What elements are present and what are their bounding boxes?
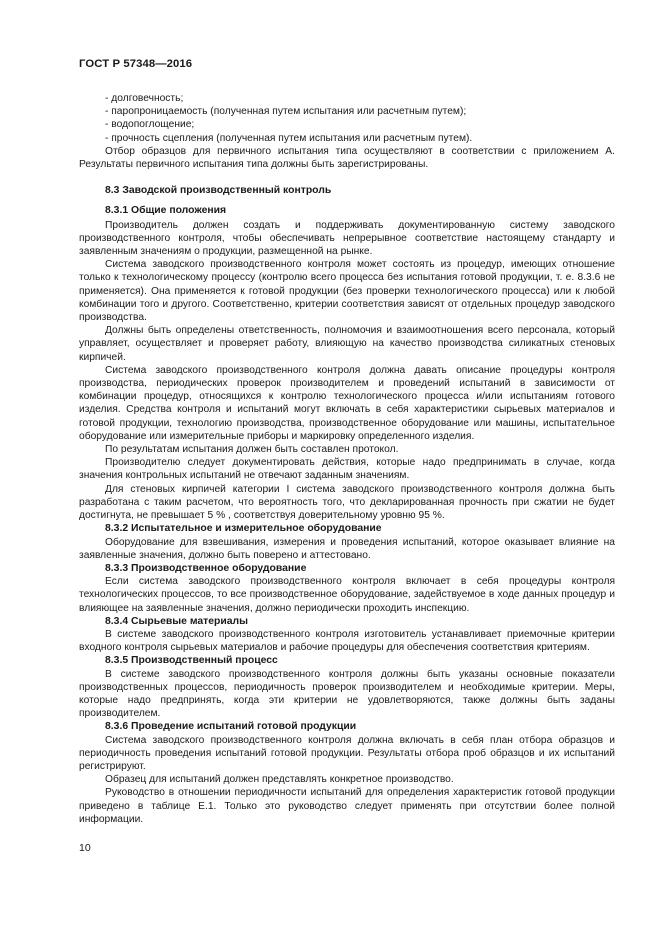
paragraph: Образец для испытаний должен представлять конкретное производство. [105, 774, 454, 786]
page-content [79, 92, 615, 826]
list-item: - долговечность; [105, 93, 184, 104]
subsection-heading-8-3-4: 8.3.4 Сырьевые материалы [105, 615, 248, 627]
list-item: - водопоглощение; [105, 119, 195, 131]
section-heading-8-3: 8.3 Заводской производственный контроль [105, 185, 332, 197]
subsection-heading-8-3-6: 8.3.6 Проведение испытаний готовой продукции [105, 721, 357, 733]
subsection-heading-8-3-1: 8.3.1 Общие положения [105, 205, 227, 217]
paragraph: Система заводского производственного контроля должна включать в себя план отбора образцов и периодичность проведения испытаний готовой продукции. Результаты отбора проб образцов и их испытаний регистрируют. [79, 734, 615, 772]
subsection-heading-8-3-2: 8.3.2 Испытательное и измерительное оборудование [105, 523, 382, 535]
paragraph: Руководство в отношении периодичности испытаний для определения характеристик готовой продукции приведено в таблице Е.1. Только это руководство следует применять при отсутствии более полной информации. [79, 787, 615, 825]
paragraph: Система заводского производственного контроля должна давать описание процедуры контроля производства, периодических проверок производителем и проведений испытаний в зависимости от комбинации процедур, относящихся к контролю технологического процесса и/или испытаниям готового изделия. Средства контроля и испытаний могут включать в себя характеристики сырьевых материалов и готовой продукции, технологию производства, производственное оборудование или машины, испытательное оборудование или измерительные приборы и маркировку определенного изделия. [79, 364, 615, 442]
paragraph: Производителю следует документировать действия, которые надо предпринимать в случае, когда значения контрольных испытаний не отвечают заданным значениям. [79, 457, 615, 482]
paragraph: Производитель должен создать и поддерживать документированную систему заводского производственного контроля, чтобы обеспечивать непрерывное соответствие настоящему стандарту и заявленным значениям о продукции, размещенной на рынке. [79, 219, 615, 258]
paragraph: Если система заводского производственного контроля включает в себя процедуры контроля технологических процессов, то все производственное оборудование, задействуемое в ходе данных процедур и влияющее на заявленные значения, должно периодически проходить инспекцию. [79, 576, 615, 614]
paragraph: По результатам испытания должен быть составлен протокол. [105, 444, 399, 456]
paragraph: Отбор образцов для первичного испытания типа осуществляют в соответствии с приложением А. Результаты первичного испытания типа должны быть зарегистрированы. [79, 145, 615, 171]
paragraph: Должны быть определены ответственность, полномочия и взаимоотношения всего персонала, который управляет, осуществляет и проверяет работу, влияющую на качество производства силикатных стеновых кирпичей. [79, 325, 615, 363]
paragraph: Система заводского производственного контроля может состоять из процедур, имеющих отношение только к технологическому процессу (контролю всего процесса без испытания готовой продукции, т. е. 8.3.6 не применяется). Она применяется к готовой продукции (без проверки технологического процесса) или к любой комбинации того и другого. Соответственно, критерии соответствия зависят от отдельных процедур заводского производства. [79, 259, 615, 324]
paragraph: Оборудование для взвешивания, измерения и проведения испытаний, которое оказывает влияние на заявленные значения, должно быть поверено и аттестовано. [79, 536, 615, 561]
list-item: - паропроницаемость (полученная путем испытания или расчетным путем); [105, 106, 467, 118]
page-number: 10 [79, 842, 91, 854]
paragraph: В системе заводского производственного контроля должны быть указаны основные показатели производственных процессов, периодичность проверок производителем и необходимые критерии. Меры, которые надо предпринять, когда эти критерии не удовлетворяются, также должны быть заданы производителем. [79, 668, 615, 720]
paragraph: Для стеновых кирпичей категории I система заводского производственного контроля должна быть разработана с таким расчетом, что вероятность того, что декларированная прочность при сжатии не будет достигнута, не превышает 5 % , соответствуя доверительному уровню 95 %. [79, 483, 615, 522]
list-item: - прочность сцепления (полученная путем испытания или расчетным путем). [105, 132, 473, 144]
subsection-heading-8-3-3: 8.3.3 Производственное оборудование [105, 562, 307, 574]
subsection-heading-8-3-5: 8.3.5 Производственный процесс [105, 655, 278, 667]
paragraph: В системе заводского производственного контроля изготовитель устанавливает приемочные критерии входного контроля сырьевых материалов и рабочие процедуры для обеспечения соответствия критериям. [79, 628, 615, 654]
standard-header: ГОСТ Р 57348—2016 [79, 58, 193, 70]
